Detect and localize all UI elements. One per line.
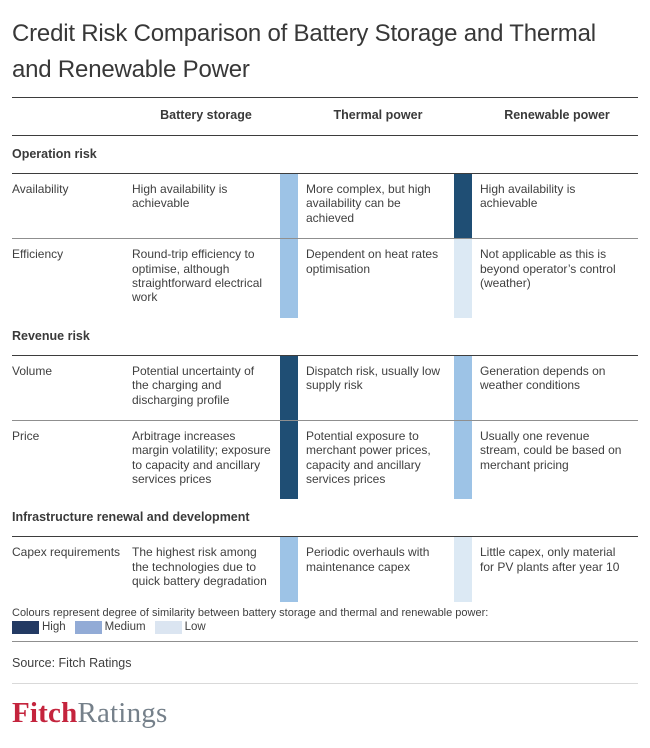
similarity-bar-low-icon	[454, 239, 472, 318]
thermal-similarity-bar-cell	[280, 537, 302, 601]
thermal-power-cell: Dependent on heat rates optimisation	[306, 247, 439, 276]
column-header-battery-storage: Battery storage	[160, 108, 252, 122]
renewable-similarity-bar-cell	[454, 174, 476, 238]
risk-table-body	[12, 136, 638, 602]
column-header-row	[12, 98, 638, 136]
column-header-spacer	[454, 98, 476, 135]
similarity-bar-low-icon	[454, 537, 472, 601]
similarity-bar-high-icon	[280, 421, 298, 500]
column-header-spacer	[280, 98, 302, 135]
thermal-similarity-bar-cell	[280, 239, 302, 318]
legend-swatch-low-icon	[155, 621, 182, 634]
thermal-similarity-bar-cell	[280, 421, 302, 500]
thermal-power-cell: Periodic overhauls with maintenance capex	[306, 545, 430, 574]
column-header-thermal-power: Thermal power	[333, 108, 423, 122]
logo-text-fitch: Fitch	[12, 696, 78, 729]
column-header-renewable-power: Renewable power	[504, 108, 610, 122]
table-row-efficiency	[12, 238, 638, 318]
table-row-price	[12, 420, 638, 500]
thermal-similarity-bar-cell	[280, 356, 302, 420]
section-header-infrastructure-renewal-and-development: Infrastructure renewal and development	[12, 499, 638, 537]
renewable-power-cell: Not applicable as this is beyond operator’s control (weather)	[480, 247, 616, 290]
similarity-bar-high-icon	[454, 174, 472, 238]
legend-label-high: High	[42, 621, 66, 634]
similarity-legend	[12, 602, 638, 642]
risk-comparison-table	[12, 97, 638, 602]
legend-caption: Colours represent degree of similarity between battery storage and thermal and renewable power:	[12, 606, 489, 619]
renewable-similarity-bar-cell	[454, 537, 476, 601]
row-label: Volume	[12, 363, 53, 378]
similarity-bar-medium-icon	[454, 421, 472, 500]
section-header-revenue-risk: Revenue risk	[12, 318, 638, 356]
renewable-similarity-bar-cell	[454, 421, 476, 500]
battery-storage-cell: Round-trip efficiency to optimise, although straightforward electrical work	[132, 247, 263, 305]
battery-storage-cell: The highest risk among the technologies due to quick battery degradation	[132, 545, 267, 589]
thermal-power-cell: Dispatch risk, usually low supply risk	[306, 363, 441, 393]
thermal-power-cell: More complex, but high availability can be achieved	[306, 182, 431, 225]
legend-item-low	[155, 621, 206, 634]
legend-item-medium	[75, 621, 146, 634]
legend-label-medium: Medium	[104, 621, 146, 634]
similarity-bar-medium-icon	[280, 239, 298, 318]
row-label: Availability	[12, 182, 69, 196]
renewable-power-cell: Little capex, only material for PV plants after year 10	[480, 545, 620, 574]
thermal-power-cell: Potential exposure to merchant power prices, capacity and ancillary services prices	[306, 428, 431, 487]
table-row-volume	[12, 356, 638, 420]
table-row-availability	[12, 174, 638, 238]
battery-storage-cell: Arbitrage increases margin volatility; exposure to capacity and ancillary services prices	[132, 428, 271, 487]
section-header-operation-risk: Operation risk	[12, 136, 638, 174]
legend-item-high	[12, 621, 66, 634]
renewable-similarity-bar-cell	[454, 356, 476, 420]
column-header-empty	[12, 98, 132, 135]
similarity-bar-medium-icon	[280, 537, 298, 601]
table-row-capex-requirements	[12, 537, 638, 601]
legend-items	[12, 621, 638, 634]
page-title: Credit Risk Comparison of Battery Storage and Thermal and Renewable Power	[12, 20, 596, 83]
legend-swatch-medium-icon	[75, 621, 102, 634]
row-label: Efficiency	[12, 247, 64, 262]
similarity-bar-medium-icon	[454, 356, 472, 420]
legend-swatch-high-icon	[12, 621, 39, 634]
battery-storage-cell: High availability is achievable	[132, 182, 228, 211]
renewable-power-cell: High availability is achievable	[480, 182, 576, 211]
thermal-similarity-bar-cell	[280, 174, 302, 238]
renewable-similarity-bar-cell	[454, 239, 476, 318]
row-label: Capex requirements	[12, 545, 121, 560]
similarity-bar-high-icon	[280, 356, 298, 420]
source-note: Source: Fitch Ratings	[12, 642, 638, 684]
logo-text-ratings: Ratings	[77, 696, 168, 729]
renewable-power-cell: Usually one revenue stream, could be based on merchant pricing	[480, 428, 622, 472]
renewable-power-cell: Generation depends on weather conditions	[480, 363, 606, 393]
legend-label-low: Low	[184, 621, 206, 634]
fitch-ratings-logo	[12, 684, 638, 730]
similarity-bar-medium-icon	[280, 174, 298, 238]
row-label: Price	[12, 428, 40, 443]
battery-storage-cell: Potential uncertainty of the charging and discharging profile	[132, 363, 255, 407]
